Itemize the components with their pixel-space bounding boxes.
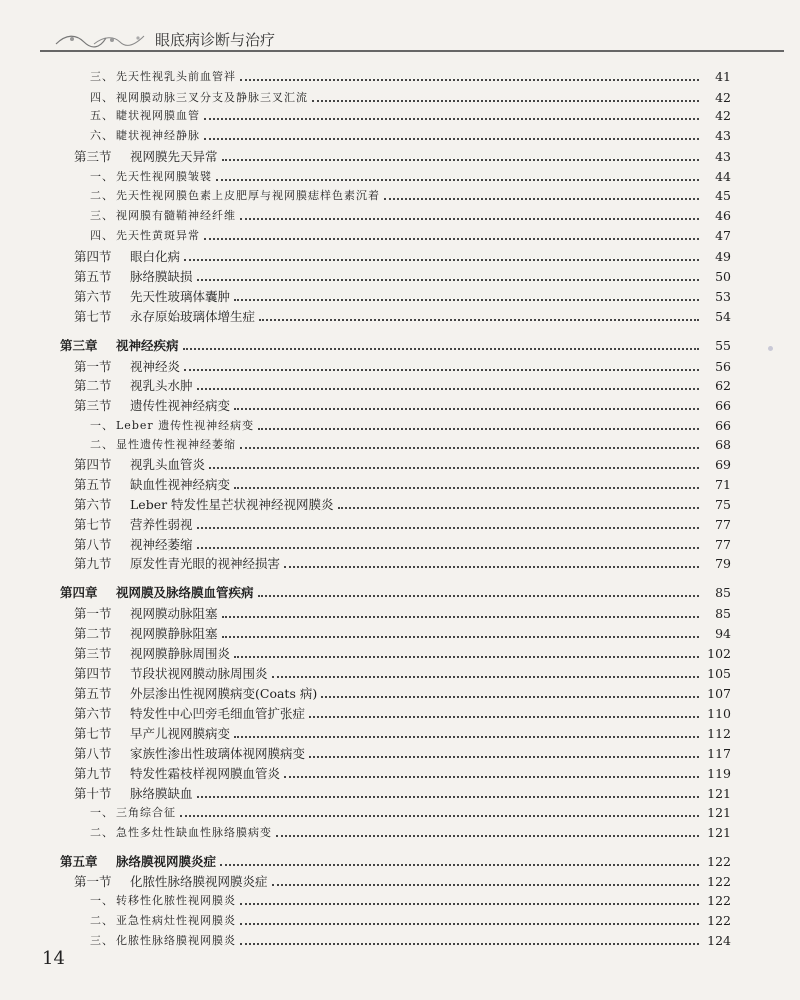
entry-page: 45 <box>715 188 731 203</box>
toc-section-entry <box>74 305 731 325</box>
dot-leader <box>309 716 699 718</box>
entry-page: 42 <box>715 108 731 123</box>
entry-title: 脉络膜缺损 <box>130 269 193 284</box>
entry-title: 视网膜静脉周围炎 <box>130 646 231 661</box>
entry-title: Leber 特发性星芒状视神经视网膜炎 <box>130 497 334 512</box>
toc-section-entry <box>74 682 731 702</box>
entry-title: 早产儿视网膜病变 <box>130 726 231 741</box>
entry-page: 54 <box>715 309 731 324</box>
entry-title: 脉络膜缺血 <box>130 786 193 801</box>
toc-section-entry <box>74 145 731 165</box>
entry-page: 121 <box>707 825 731 840</box>
entry-number: 二、 <box>90 914 114 927</box>
toc-subsection-entry <box>90 86 731 106</box>
entry-number: 第六节 <box>74 289 112 304</box>
dot-leader <box>197 279 699 281</box>
dot-leader <box>222 616 699 618</box>
page-number: 14 <box>42 948 65 969</box>
entry-title: 眼白化病 <box>130 249 181 264</box>
entry-title: 化脓性脉络膜视网膜炎 <box>116 934 236 947</box>
dot-leader <box>234 299 699 301</box>
toc-subsection-entry <box>90 165 731 185</box>
entry-page: 66 <box>715 398 731 413</box>
dot-leader <box>234 736 699 738</box>
dot-leader <box>180 815 699 817</box>
toc-section-entry <box>74 662 731 682</box>
entry-page: 79 <box>715 556 731 571</box>
entry-page: 69 <box>715 457 731 472</box>
entry-number: 第七节 <box>74 309 112 324</box>
dot-leader <box>204 118 699 120</box>
dot-leader <box>240 79 699 81</box>
entry-number: 第五节 <box>74 477 112 492</box>
dot-leader <box>258 595 699 597</box>
entry-title: 先天性视网膜色素上皮肥厚与视网膜痣样色素沉着 <box>116 189 380 202</box>
entry-page: 110 <box>707 706 731 721</box>
entry-page: 122 <box>707 874 731 889</box>
dot-leader <box>240 943 699 945</box>
dot-leader <box>284 566 699 568</box>
toc-section-entry <box>74 453 731 473</box>
entry-title: 视网膜及脉络膜血管疾病 <box>116 585 254 600</box>
entry-page: 117 <box>707 746 731 761</box>
dot-leader <box>197 796 699 798</box>
entry-page: 102 <box>707 646 731 661</box>
entry-title: 先天性视网膜皱襞 <box>116 170 212 183</box>
toc-chapter-entry <box>60 334 731 354</box>
toc-section-entry <box>74 513 731 533</box>
entry-title: Leber 遗传性视神经病变 <box>116 419 255 432</box>
toc-subsection-entry <box>90 224 731 244</box>
dot-leader <box>209 467 699 469</box>
toc-subsection-entry <box>90 184 731 204</box>
entry-number: 第三节 <box>74 398 112 413</box>
toc-section-entry <box>74 355 731 375</box>
entry-number: 第六节 <box>74 706 112 721</box>
dot-leader <box>258 428 699 430</box>
entry-page: 43 <box>715 149 731 164</box>
entry-number: 二、 <box>90 189 114 202</box>
entry-number: 六、 <box>90 129 114 142</box>
entry-number: 第三章 <box>60 338 98 353</box>
toc-subsection-entry <box>90 929 731 949</box>
entry-number: 二、 <box>90 826 114 839</box>
page-smudge <box>768 346 773 351</box>
entry-title: 先天性玻璃体囊肿 <box>130 289 231 304</box>
entry-title: 外层渗出性视网膜病变(Coats 病) <box>130 686 318 701</box>
entry-number: 第四节 <box>74 457 112 472</box>
entry-number: 第五章 <box>60 854 98 869</box>
entry-title: 三角综合征 <box>116 806 176 819</box>
toc-section-entry <box>74 394 731 414</box>
entry-number: 第二节 <box>74 626 112 641</box>
entry-page: 55 <box>715 338 731 353</box>
toc-section-entry <box>74 473 731 493</box>
dot-leader <box>234 656 699 658</box>
toc-subsection-entry <box>90 414 731 434</box>
entry-number: 第四章 <box>60 585 98 600</box>
toc-section-entry <box>74 762 731 782</box>
entry-number: 第八节 <box>74 537 112 552</box>
toc-section-entry <box>74 602 731 622</box>
entry-page: 77 <box>715 517 731 532</box>
entry-title: 急性多灶性缺血性脉络膜病变 <box>116 826 272 839</box>
entry-page: 41 <box>715 69 731 84</box>
entry-number: 三、 <box>90 934 114 947</box>
entry-title: 转移性化脓性视网膜炎 <box>116 894 236 907</box>
entry-page: 85 <box>715 585 731 600</box>
dot-leader <box>384 198 699 200</box>
entry-page: 94 <box>715 626 731 641</box>
entry-page: 122 <box>707 913 731 928</box>
entry-number: 第六节 <box>74 497 112 512</box>
dot-leader <box>240 923 699 925</box>
entry-number: 第七节 <box>74 517 112 532</box>
toc-subsection-entry <box>90 821 731 841</box>
entry-number: 第一节 <box>74 359 112 374</box>
entry-title: 原发性青光眼的视神经损害 <box>130 556 281 571</box>
entry-number: 第一节 <box>74 606 112 621</box>
entry-title: 特发性中心凹旁毛细血管扩张症 <box>130 706 306 721</box>
dot-leader <box>272 884 699 886</box>
entry-number: 五、 <box>90 109 114 122</box>
toc-chapter-entry <box>60 581 731 601</box>
toc-subsection-entry <box>90 889 731 909</box>
entry-number: 三、 <box>90 209 114 222</box>
entry-title: 缺血性视神经病变 <box>130 477 231 492</box>
entry-number: 四、 <box>90 229 114 242</box>
entry-page: 122 <box>707 854 731 869</box>
entry-title: 视神经炎 <box>130 359 181 374</box>
toc-section-entry <box>74 285 731 305</box>
entry-page: 105 <box>707 666 731 681</box>
entry-page: 53 <box>715 289 731 304</box>
toc-section-entry <box>74 552 731 572</box>
toc-subsection-entry <box>90 801 731 821</box>
dot-leader <box>197 388 699 390</box>
dot-leader <box>321 696 699 698</box>
entry-title: 视网膜先天异常 <box>130 149 218 164</box>
entry-number: 四、 <box>90 91 114 104</box>
dot-leader <box>222 636 699 638</box>
toc-section-entry <box>74 782 731 802</box>
entry-title: 脉络膜视网膜炎症 <box>116 854 217 869</box>
entry-title: 亚急性病灶性视网膜炎 <box>116 914 236 927</box>
entry-page: 122 <box>707 893 731 908</box>
entry-number: 第五节 <box>74 269 112 284</box>
toc-subsection-entry <box>90 204 731 224</box>
entry-page: 42 <box>715 90 731 105</box>
toc-subsection-entry <box>90 124 731 144</box>
dot-leader <box>197 527 699 529</box>
entry-number: 第三节 <box>74 149 112 164</box>
dot-leader <box>272 676 699 678</box>
entry-page: 66 <box>715 418 731 433</box>
entry-page: 47 <box>715 228 731 243</box>
toc-section-entry <box>74 870 731 890</box>
entry-number: 一、 <box>90 170 114 183</box>
entry-title: 特发性霜枝样视网膜血管炎 <box>130 766 281 781</box>
toc-section-entry <box>74 533 731 553</box>
entry-title: 节段状视网膜动脉周围炎 <box>130 666 268 681</box>
entry-title: 视网膜有髓鞘神经纤维 <box>116 209 236 222</box>
entry-page: 43 <box>715 128 731 143</box>
toc-section-entry <box>74 245 731 265</box>
dot-leader <box>184 369 699 371</box>
toc-section-entry <box>74 493 731 513</box>
entry-page: 121 <box>707 786 731 801</box>
dot-leader <box>234 487 699 489</box>
entry-title: 睫状视神经静脉 <box>116 129 200 142</box>
toc-subsection-entry <box>90 909 731 929</box>
dot-leader <box>216 179 699 181</box>
toc-section-entry <box>74 374 731 394</box>
toc-section-entry <box>74 622 731 642</box>
entry-number: 一、 <box>90 419 114 432</box>
entry-number: 第三节 <box>74 646 112 661</box>
dot-leader <box>240 218 699 220</box>
entry-title: 睫状视网膜血管 <box>116 109 200 122</box>
entry-title: 视乳头水肿 <box>130 378 193 393</box>
entry-page: 46 <box>715 208 731 223</box>
entry-title: 家族性渗出性玻璃体视网膜病变 <box>130 746 306 761</box>
dot-leader <box>234 408 699 410</box>
entry-number: 第二节 <box>74 378 112 393</box>
entry-title: 视网膜静脉阻塞 <box>130 626 218 641</box>
entry-page: 119 <box>707 766 731 781</box>
toc-subsection-entry <box>90 433 731 453</box>
toc-subsection-entry <box>90 65 731 85</box>
entry-page: 124 <box>707 933 731 948</box>
entry-page: 77 <box>715 537 731 552</box>
dot-leader <box>184 259 699 261</box>
entry-page: 107 <box>707 686 731 701</box>
entry-page: 49 <box>715 249 731 264</box>
entry-page: 56 <box>715 359 731 374</box>
entry-number: 第七节 <box>74 726 112 741</box>
dot-leader <box>204 138 699 140</box>
dot-leader <box>240 903 699 905</box>
dot-leader <box>312 100 699 102</box>
toc-section-entry <box>74 722 731 742</box>
toc-subsection-entry <box>90 104 731 124</box>
entry-title: 永存原始玻璃体增生症 <box>130 309 256 324</box>
entry-title: 营养性弱视 <box>130 517 193 532</box>
toc-section-entry <box>74 702 731 722</box>
entry-page: 85 <box>715 606 731 621</box>
entry-title: 显性遗传性视神经萎缩 <box>116 438 236 451</box>
toc-chapter-entry <box>60 850 731 870</box>
entry-page: 44 <box>715 169 731 184</box>
entry-title: 化脓性脉络膜视网膜炎症 <box>130 874 268 889</box>
dot-leader <box>309 756 699 758</box>
entry-title: 视网膜动脉阻塞 <box>130 606 218 621</box>
entry-title: 视神经疾病 <box>116 338 179 353</box>
toc-section-entry <box>74 742 731 762</box>
entry-number: 第四节 <box>74 249 112 264</box>
dot-leader <box>183 348 699 350</box>
dot-leader <box>284 776 699 778</box>
entry-title: 遗传性视神经病变 <box>130 398 231 413</box>
dot-leader <box>220 864 699 866</box>
entry-page: 75 <box>715 497 731 512</box>
dot-leader <box>204 238 699 240</box>
entry-number: 三、 <box>90 70 114 83</box>
toc-section-entry <box>74 265 731 285</box>
entry-page: 112 <box>707 726 731 741</box>
entry-page: 62 <box>715 378 731 393</box>
entry-page: 121 <box>707 805 731 820</box>
entry-title: 先天性黄斑异常 <box>116 229 200 242</box>
dot-leader <box>338 507 699 509</box>
entry-page: 71 <box>715 477 731 492</box>
toc-section-entry <box>74 642 731 662</box>
entry-number: 第九节 <box>74 556 112 571</box>
dot-leader <box>259 319 699 321</box>
entry-number: 一、 <box>90 806 114 819</box>
dot-leader <box>276 835 699 837</box>
entry-number: 第一节 <box>74 874 112 889</box>
dot-leader <box>240 447 699 449</box>
entry-number: 二、 <box>90 438 114 451</box>
entry-number: 第五节 <box>74 686 112 701</box>
dot-leader <box>197 547 699 549</box>
entry-title: 视乳头血管炎 <box>130 457 206 472</box>
entry-title: 先天性视乳头前血管袢 <box>116 70 236 83</box>
entry-title: 视网膜动脉三叉分支及静脉三叉汇流 <box>116 91 308 104</box>
entry-number: 一、 <box>90 894 114 907</box>
book-title: 眼底病诊断与治疗 <box>155 31 276 49</box>
entry-page: 50 <box>715 269 731 284</box>
entry-number: 第八节 <box>74 746 112 761</box>
dot-leader <box>222 159 699 161</box>
entry-title: 视神经萎缩 <box>130 537 193 552</box>
entry-number: 第四节 <box>74 666 112 681</box>
entry-page: 68 <box>715 437 731 452</box>
entry-number: 第十节 <box>74 786 112 801</box>
entry-number: 第九节 <box>74 766 112 781</box>
